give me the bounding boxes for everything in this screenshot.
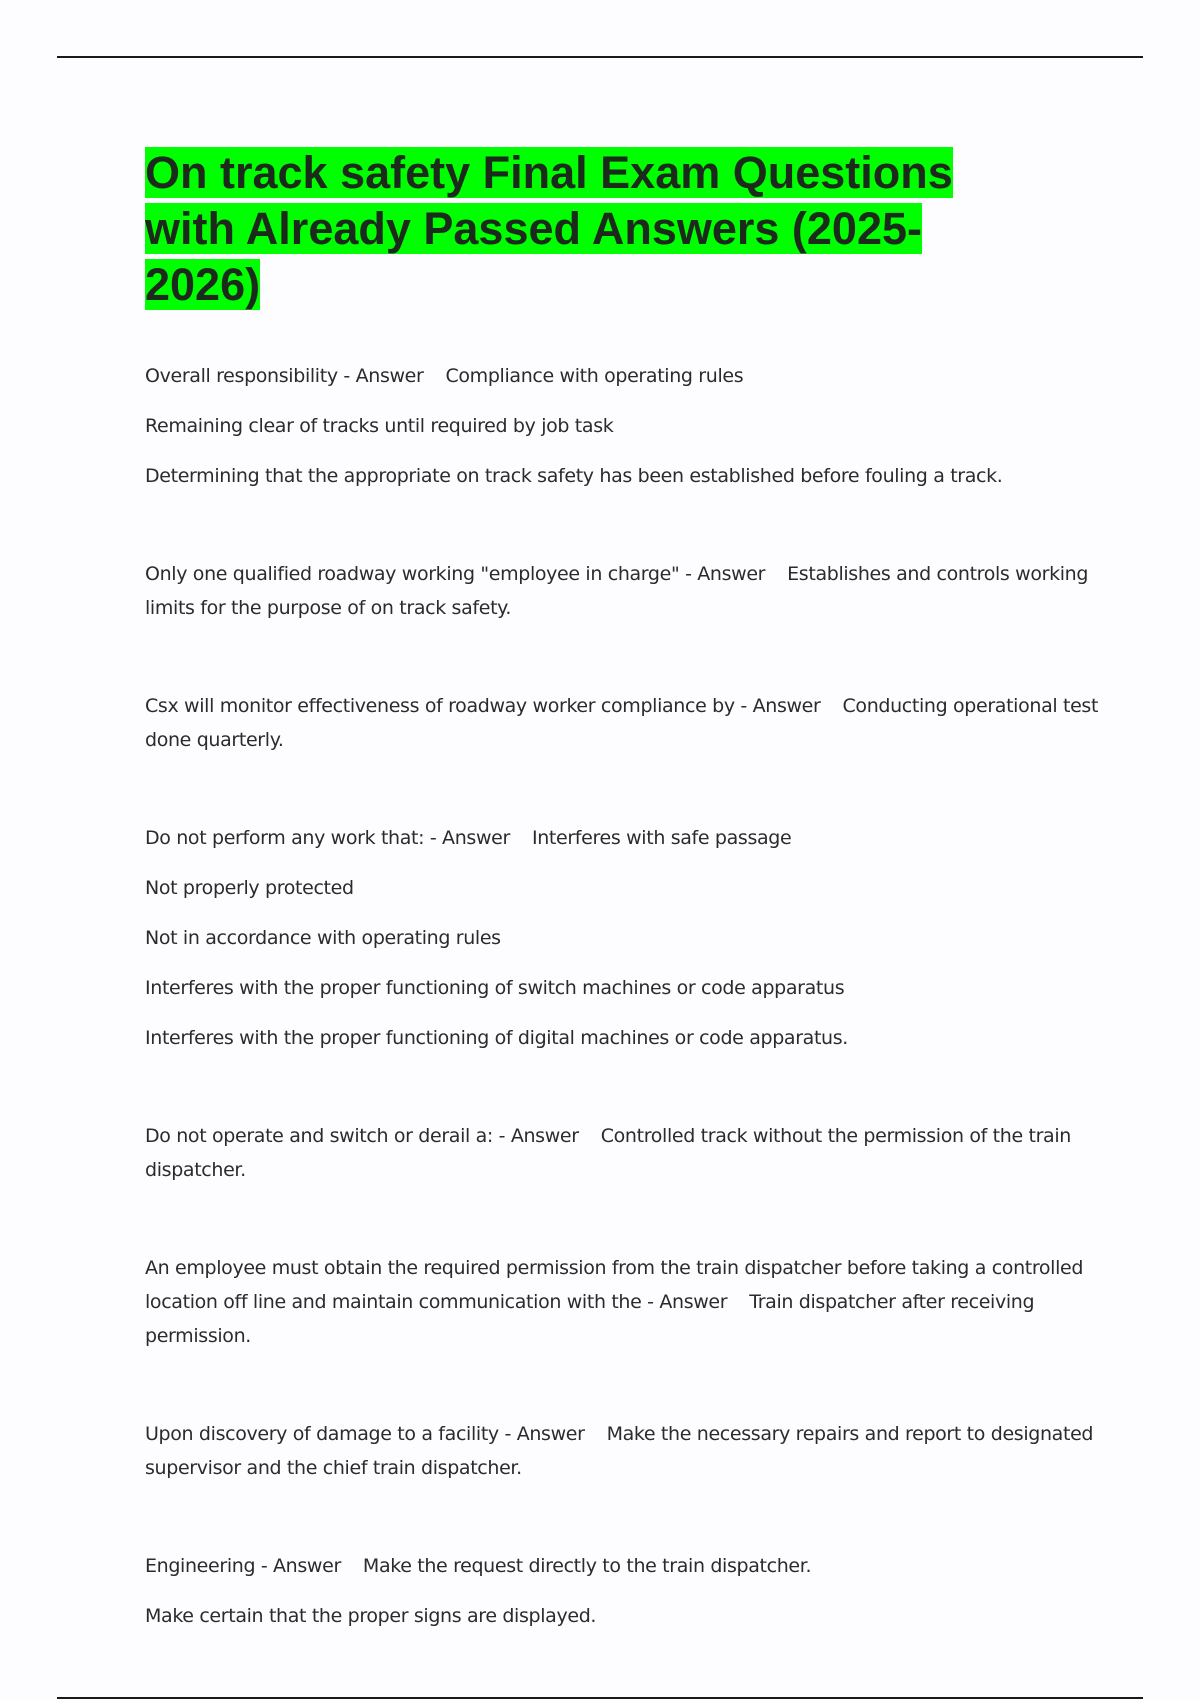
answer-continuation-line: Make certain that the proper signs are displayed. <box>145 1605 597 1627</box>
question-line <box>145 1417 1105 1485</box>
question-line <box>145 1119 1105 1187</box>
qa-item <box>145 689 1105 757</box>
answer-text: Make the request directly to the train dispatcher. <box>362 1555 812 1577</box>
footer-rule <box>57 1697 1143 1699</box>
qa-list <box>145 359 1105 1633</box>
title-highlight: On track safety Final Exam Questions with Already Passed Answers (2025-2026) <box>145 147 953 310</box>
answer-text: Train dispatcher after receiving permission. <box>145 1291 1035 1347</box>
question-line <box>145 1251 1105 1353</box>
qa-item <box>145 1251 1105 1353</box>
document-body <box>145 145 1105 1649</box>
question-line <box>145 1549 1105 1583</box>
answer-continuation-line: Remaining clear of tracks until required by job task <box>145 415 614 437</box>
header-rule <box>57 56 1143 58</box>
qa-item <box>145 1417 1105 1485</box>
answer-text: Make the necessary repairs and report to designated supervisor and the chief train dispatcher. <box>145 1423 1094 1479</box>
question-text: Overall responsibility - Answer <box>145 365 424 387</box>
item-spacer <box>145 509 1105 557</box>
question-line <box>145 359 1105 393</box>
question-text: Csx will monitor effectiveness of roadway worker compliance by - Answer <box>145 695 821 717</box>
document-title <box>145 145 1025 313</box>
answer-text: Controlled track without the permission of the train dispatcher. <box>145 1125 1071 1181</box>
answer-continuation-line: Not in accordance with operating rules <box>145 927 501 949</box>
answer-continuation-line: Interferes with the proper functioning of switch machines or code apparatus <box>145 977 845 999</box>
answer-text: Establishes and controls working limits for the purpose of on track safety. <box>145 563 1089 619</box>
item-spacer <box>145 1071 1105 1119</box>
question-line <box>145 689 1105 757</box>
question-line <box>145 821 1105 855</box>
item-spacer <box>145 641 1105 689</box>
question-text: Upon discovery of damage to a facility - Answer <box>145 1423 585 1445</box>
qa-item <box>145 557 1105 625</box>
question-text: Engineering - Answer <box>145 1555 341 1577</box>
answer-continuation-line: Interferes with the proper functioning of digital machines or code apparatus. <box>145 1027 848 1049</box>
answer-continuation-line: Determining that the appropriate on track safety has been established before fouling a track. <box>145 465 1003 487</box>
answer-text: Conducting operational test done quarterly. <box>145 695 1099 751</box>
question-text: Do not perform any work that: - Answer <box>145 827 510 849</box>
answer-text: Interferes with safe passage <box>531 827 792 849</box>
qa-item <box>145 1549 1105 1633</box>
question-line <box>145 557 1105 625</box>
qa-item <box>145 1119 1105 1187</box>
qa-item <box>145 821 1105 1055</box>
item-spacer <box>145 1369 1105 1417</box>
answer-text: Compliance with operating rules <box>445 365 744 387</box>
question-text: An employee must obtain the required permission from the train dispatcher before taking a controlled location off line and maintain communication with the - Answer <box>145 1257 1084 1313</box>
item-spacer <box>145 773 1105 821</box>
answer-continuation-line: Not properly protected <box>145 877 354 899</box>
qa-item <box>145 359 1105 493</box>
item-spacer <box>145 1501 1105 1549</box>
item-spacer <box>145 1203 1105 1251</box>
question-text: Do not operate and switch or derail a: - Answer <box>145 1125 579 1147</box>
question-text: Only one qualified roadway working "employee in charge" - Answer <box>145 563 766 585</box>
